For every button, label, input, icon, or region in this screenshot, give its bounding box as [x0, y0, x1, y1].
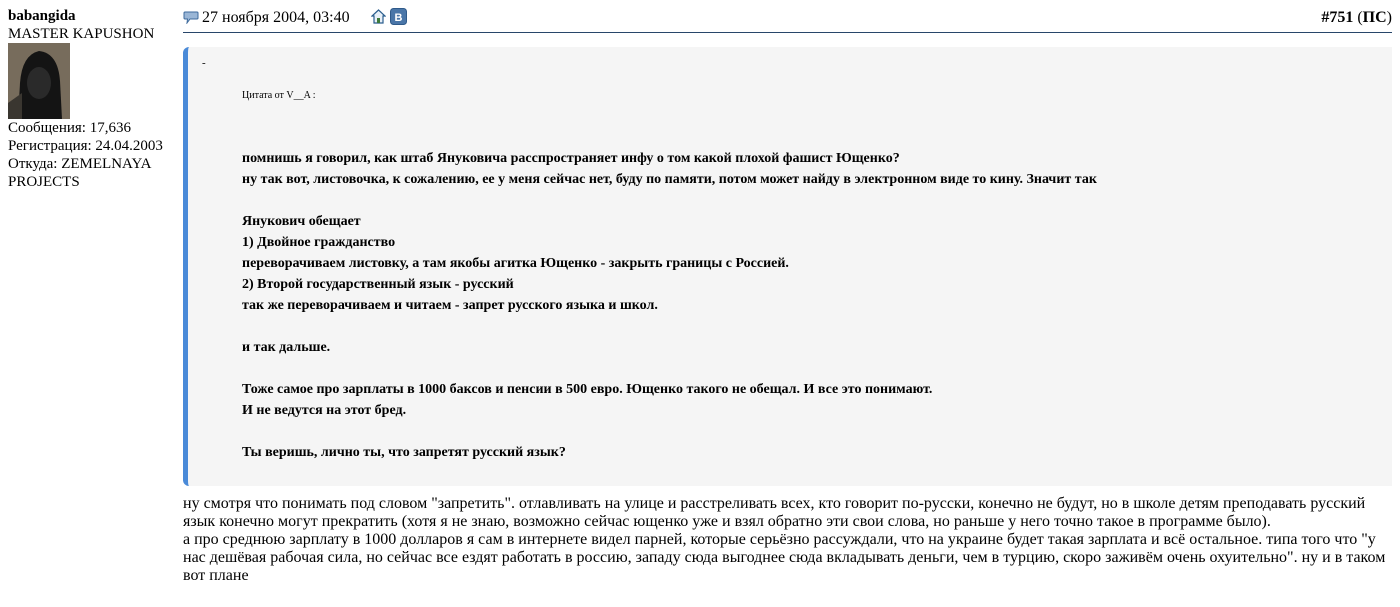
quote-line: 2) Второй государственный язык - русский — [242, 277, 514, 292]
quote-line: так же переворачиваем и читаем - запрет русского языка и школ. — [242, 298, 658, 313]
quote-line: и так дальше. — [242, 340, 331, 355]
quote-line — [242, 190, 1342, 211]
username[interactable]: babangida — [8, 8, 76, 24]
user-location-cont: PROJECTS — [8, 174, 80, 190]
quote-line: помнишь я говорил, как штаб Януковича расспространяет инфу о том какой плохой фашист Ющенко? — [242, 151, 900, 166]
user-location: Откуда: ZEMELNAYA — [8, 156, 152, 172]
user-title: MASTER KAPUSHON — [8, 26, 155, 42]
quote-line: 1) Двойное гражданство — [242, 235, 396, 250]
vk-icon[interactable] — [390, 8, 407, 25]
post-body — [183, 495, 1393, 585]
post-number[interactable] — [1321, 9, 1392, 27]
user-registration: Регистрация: 24.04.2003 — [8, 138, 163, 154]
post-number-close: ) — [1386, 9, 1392, 26]
post-body-line: а про среднюю зарплату в 1000 долларов я сам в интернете видел парней, которые серьёзно рассуждали, что на украине будет такая зарплата и всё остальное. типа того что "у — [183, 531, 1376, 548]
post-body-line: ну смотря что понимать под словом "запретить". отлавливать на улице и расстреливать всех, кто говорит по-русски, конечно не будут, но в школе детям преподавать русский — [183, 495, 1366, 512]
post-header — [183, 7, 1392, 33]
quote-author: Цитата от V__A : — [242, 90, 316, 101]
home-icon[interactable] — [371, 9, 386, 24]
quote-line — [242, 358, 1342, 379]
post-body-line: язык конечно могут прекратить (хотя я не знаю, возможно сейчас ющенко уже и взял обратно эти свои слова, но раньше у него точно такое в программе было). — [183, 513, 1271, 530]
quote-line — [242, 421, 1342, 442]
quote-line: Ты веришь, лично ты, что запретят русский язык? — [242, 445, 566, 460]
quote-line: переворачиваем листовку, а там якобы агитка Ющенко - закрыть границы с Россией. — [242, 256, 789, 271]
post-number-suffix: ПС — [1362, 9, 1387, 26]
post-icon — [183, 11, 199, 24]
quote-line — [242, 316, 1342, 337]
post-number-value[interactable]: #751 — [1321, 9, 1354, 26]
quote-line: ну так вот, листовочка, к сожалению, ее у меня сейчас нет, буду по памяти, потом может найду в электронном виде то кину. Значит так — [242, 172, 1097, 187]
avatar[interactable] — [8, 43, 70, 119]
quote-line: И не ведутся на этот бред. — [242, 403, 407, 418]
quote-line: Янукович обещает — [242, 214, 361, 229]
post-date: 27 ноября 2004, 03:40 — [202, 9, 350, 26]
quote-block — [183, 47, 1392, 486]
quote-dash: - — [202, 57, 206, 69]
post-number-open: ( — [1353, 9, 1363, 26]
vk-letter: В — [394, 12, 403, 24]
post-body-line: нас дешёвая рабочая сила, но сейчас все ездят работать в россию, западу сюда выгоднее сюда вкладывать деньги, чем в турцию, скоро заживём очень охуительно". ну и в таком — [183, 549, 1386, 566]
user-posts-count: Сообщения: 17,636 — [8, 120, 131, 136]
quote-body — [242, 148, 1342, 463]
user-info — [8, 7, 180, 191]
post-body-line: вот плане — [183, 567, 249, 584]
quote-line: Тоже самое про зарплаты в 1000 баксов и пенсии в 500 евро. Ющенко такого не обещал. И все это понимают. — [242, 382, 933, 397]
